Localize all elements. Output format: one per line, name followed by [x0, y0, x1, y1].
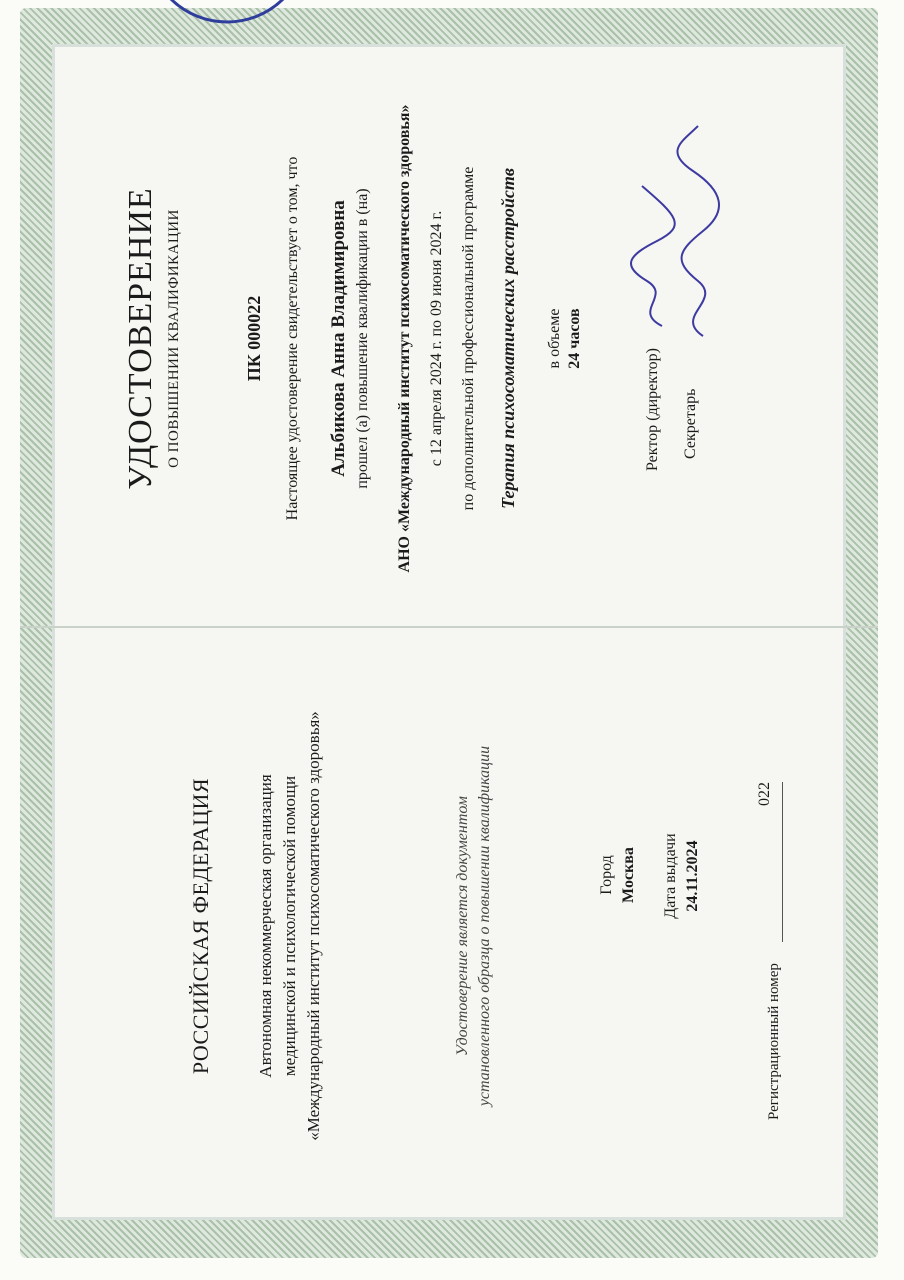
right-page: [62, 46, 842, 631]
org-line-2: медицинской и психологической помощи: [280, 775, 299, 1077]
certificate-title: УДОСТОВЕРЕНИЕ: [122, 187, 159, 490]
program-title: Терапия психосоматических расстройств: [498, 168, 518, 509]
registration-underline: [782, 782, 783, 942]
rector-label: Ректор (директор): [644, 348, 661, 471]
org-line-3: «Международный институт психосоматического здоровья»: [304, 711, 323, 1141]
certificate-number: ПК 000022: [244, 295, 264, 382]
note-line-2: установленного образца о повышении квалификации: [476, 745, 493, 1107]
certificate-content: [62, 46, 842, 1216]
training-period: с 12 апреля 2024 г. по 09 июня 2024 г.: [428, 210, 445, 467]
volume-value: 24 часов: [566, 308, 583, 369]
country-heading: РОССИЙСКАЯ ФЕДЕРАЦИЯ: [188, 777, 213, 1075]
issue-date-value: 24.11.2024: [684, 840, 701, 912]
program-intro: по дополнительной профессиональной программе: [460, 166, 477, 511]
secretary-label: Секретарь: [682, 388, 699, 459]
recipient-name: Альбикова Анна Владимировна: [328, 200, 349, 477]
city-value: Москва: [620, 847, 637, 903]
certificate-subtitle: О ПОВЫШЕНИИ КВАЛИФИКАЦИИ: [166, 209, 182, 468]
registration-number: 022: [756, 782, 773, 806]
org-line-1: Автономная некоммерческая организация: [256, 774, 275, 1078]
organization-seal: [142, 0, 312, 27]
institution-name: АНО «Международный институт психосоматического здоровья»: [396, 104, 413, 573]
passed-text: прошел (а) повышение квалификации в (на): [354, 188, 371, 489]
note-line-1: Удостоверение является документом: [454, 796, 471, 1056]
registration-label: Регистрационный номер: [766, 963, 782, 1120]
certifies-text: Настоящее удостоверение свидетельствует о том, что: [284, 156, 301, 521]
left-page: [62, 636, 842, 1216]
volume-label: в объеме: [546, 308, 563, 369]
issue-date-label: Дата выдачи: [662, 833, 679, 919]
city-label: Город: [598, 855, 615, 895]
secretary-signature: [668, 121, 728, 341]
